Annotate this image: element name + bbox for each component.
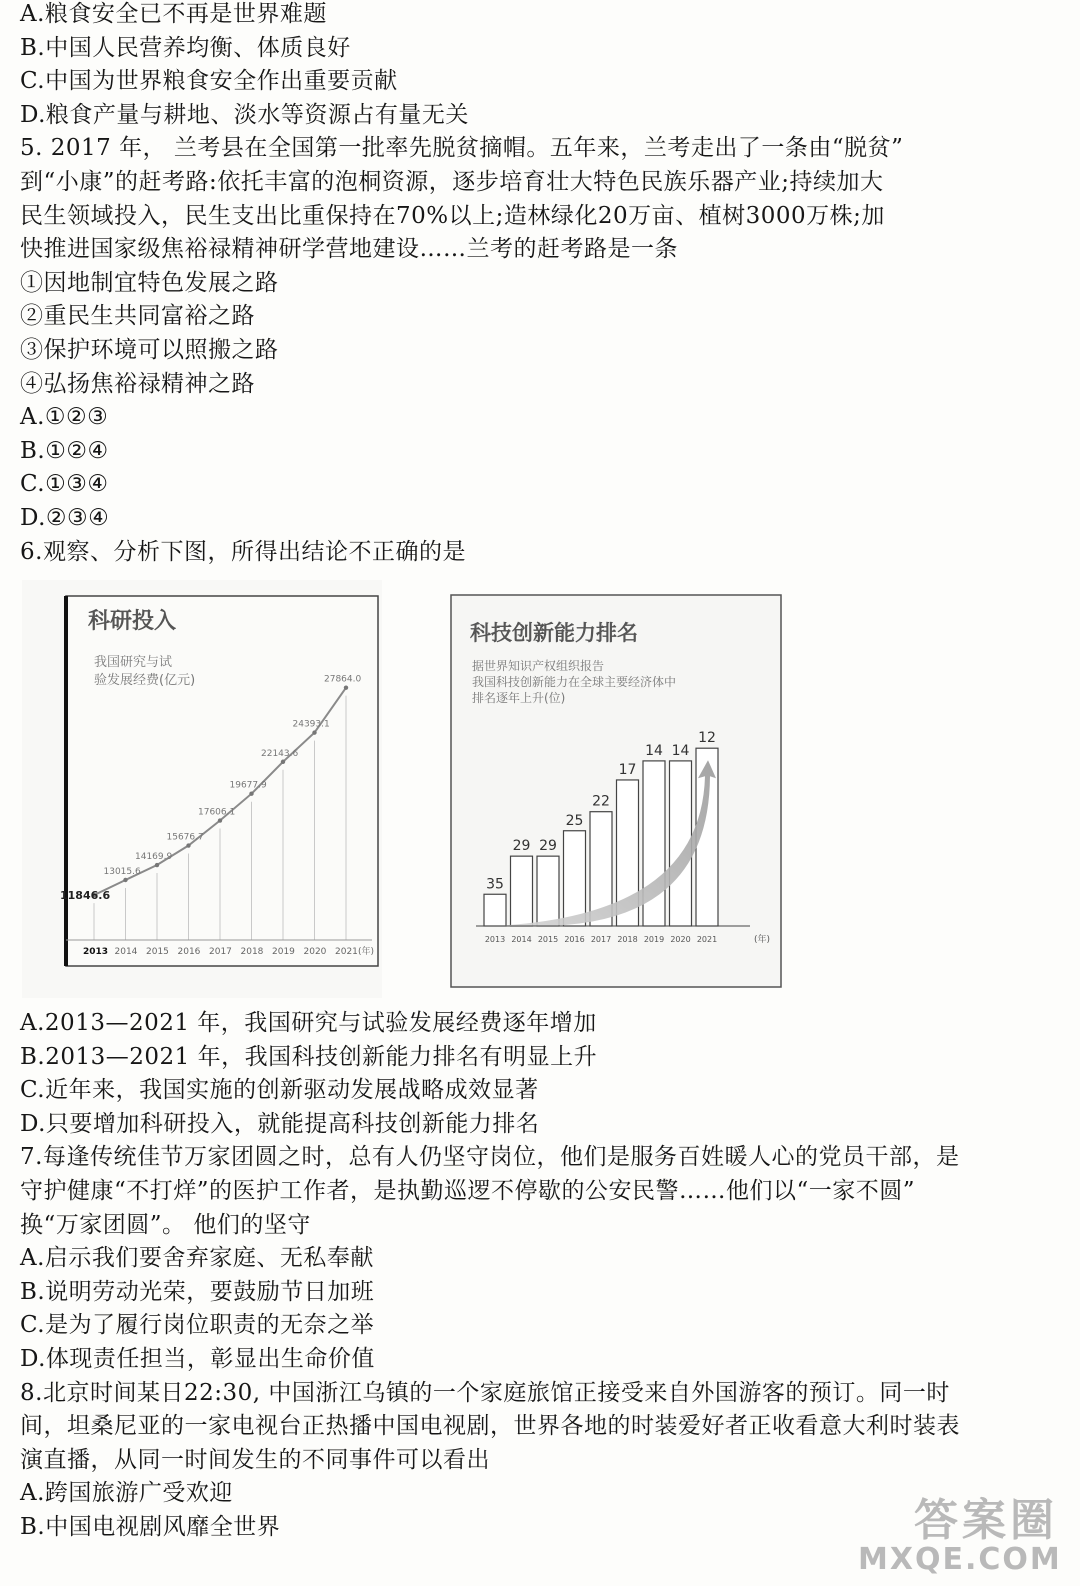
text-line: 到“小康”的赶考路:依托丰富的泡桐资源，逐步培育壮大特色民族乐器产业;持续加大 [20,169,884,195]
bar-value-label: 25 [565,812,584,829]
text-line: 7.每逢传统佳节万家团圆之时，总有人仍坚守岗位，他们是服务百姓暖人心的党员干部，是 [20,1144,960,1171]
x-tick-label: 2013 [83,947,109,957]
text-line: D.体现责任担当，彰显出生命价值 [20,1346,375,1372]
text-line: ④弘扬焦裕禄精神之路 [20,370,255,397]
text-line: A.启示我们要舍弃家庭、无私奉献 [20,1245,374,1272]
x-tick-label: 2019 [272,947,295,957]
watermark-url: MXQE.COM [858,1542,1062,1577]
text-line: C.是为了履行岗位职责的无奈之举 [20,1312,375,1339]
text-line: B.中国电视剧风靡全世界 [20,1514,281,1540]
text-line: B.中国人民营养均衡、体质良好 [20,34,351,61]
x-tick-label: 2013 [484,935,506,944]
bar [564,831,586,926]
chart-frame [66,596,378,966]
bar [484,894,506,926]
x-tick-label: 2021 [696,935,718,944]
chart-subtitle: 据世界知识产权组织报告 [472,659,605,673]
text-line: B.说明劳动光荣，要鼓励节日加班 [20,1278,375,1305]
text-line: 8.北京时间某日22:30, 中国浙江乌镇的一个家庭旅馆正接受来自外国游客的预订。同一时 [20,1379,950,1406]
bar-value-label: 17 [618,761,637,778]
x-tick-label: 2015 [537,935,559,944]
text-line: D.只要增加科研投入，就能提高科技创新能力排名 [20,1110,540,1137]
bar-value-label: 29 [539,838,557,855]
x-tick-label: 2016 [564,935,585,944]
text-line: 换“万家团圆”。 他们的坚守 [20,1211,311,1238]
data-label: 22143.6 [261,748,299,759]
bar [537,856,559,926]
x-tick-label: 2021 [335,947,358,957]
text-line: A.跨国旅游广受欢迎 [20,1480,233,1507]
chart-subtitle: 验发展经费(亿元) [94,673,196,688]
x-tick-label: 2016 [177,947,201,957]
bar [511,856,533,926]
data-label: 11846.6 [60,889,111,903]
data-point [186,843,190,847]
data-label: 24393.1 [292,719,330,730]
bar-value-label: 35 [486,876,504,893]
bar-value-label: 22 [592,793,610,810]
x-tick-label: 2020 [670,935,691,944]
text-line: ③保护环境可以照搬之路 [20,337,279,363]
x-tick-label: 2017 [590,935,612,944]
innovation-ranking-chart [450,594,782,988]
x-tick-label: 2015 [146,947,169,957]
bar-value-label: 12 [698,730,716,747]
text-line: 6.观察、分析下图，所得出结论不正确的是 [20,538,466,565]
x-tick-label: 2017 [209,947,232,957]
data-label: 15676.7 [166,832,204,843]
text-line: B.2013—2021 年，我国科技创新能力排名有明显上升 [20,1043,598,1070]
chart-title: 科技创新能力排名 [470,621,638,645]
x-unit-label: (年) [754,935,771,945]
data-point [312,730,316,734]
text-line: A.2013—2021 年，我国研究与试验发展经费逐年增加 [20,1010,597,1036]
data-point [123,878,127,882]
bar-value-label: 14 [671,742,690,759]
text-line: 民生领域投入，民生支出比重保持在70%以上;造林绿化20万亩、植树3000万株;加 [20,202,885,229]
x-unit-label: (年) [358,947,375,957]
x-tick-label: 2014 [114,947,138,957]
data-point [281,760,285,764]
text-line: 5. 2017 年， 兰考县在全国第一批率先脱贫摘帽。五年来，兰考走出了一条由“脱贫” [20,135,904,162]
watermark-text: 答案圈 [914,1495,1058,1546]
text-line: C.①③④ [20,471,109,498]
text-line: ②重民生共同富裕之路 [20,303,255,330]
data-point [218,818,222,822]
text-line: ①因地制宜特色发展之路 [20,269,279,296]
x-tick-label: 2019 [643,935,665,944]
data-label: 27864.0 [324,674,362,685]
chart-title: 科研投入 [88,609,177,634]
text-line: A.①②③ [20,404,109,431]
data-point [344,685,348,689]
bar-value-label: 29 [512,838,531,855]
text-line: A.粮食安全已不再是世界难题 [20,1,327,27]
data-point [155,863,159,867]
text-line: 快推进国家级焦裕禄精神研学营地建设……兰考的赶考路是一条 [20,236,678,263]
x-tick-label: 2020 [303,947,327,957]
x-tick-label: 2018 [617,935,638,944]
data-label: 19677.9 [229,780,267,791]
chart-subtitle: 我国研究与试 [94,655,173,670]
bar-value-label: 14 [645,742,663,759]
research-investment-chart [22,580,382,998]
chart-subtitle: 我国科技创新能力在全球主要经济体中 [472,675,677,689]
text-line: 演直播，从同一时间发生的不同事件可以看出 [20,1446,490,1473]
data-point [249,791,253,795]
data-label: 13015.6 [103,866,141,877]
text-line: 间，坦桑尼亚的一家电视台正热播中国电视剧，世界各地的时装爱好者正收看意大利时装表 [20,1413,960,1440]
x-tick-label: 2018 [240,947,264,957]
text-line: B.①②④ [20,437,109,464]
x-tick-label: 2014 [511,935,532,944]
figure-pair [22,580,782,1000]
data-label: 17606.1 [198,807,236,818]
text-line: D.②③④ [20,505,110,531]
text-line: 守护健康“不打烊”的医护工作者，是执勤巡逻不停歇的公安民警……他们以“一家不圆” [20,1178,916,1204]
text-line: C.中国为世界粮食安全作出重要贡献 [20,68,398,95]
chart-subtitle: 排名逐年上升(位) [472,691,566,705]
watermark-logo [858,1495,1062,1578]
data-label: 14169.9 [135,852,173,863]
text-line: C.近年来，我国实施的创新驱动发展战略成效显著 [20,1077,539,1104]
text-line: D.粮食产量与耕地、淡水等资源占有量无关 [20,101,469,128]
